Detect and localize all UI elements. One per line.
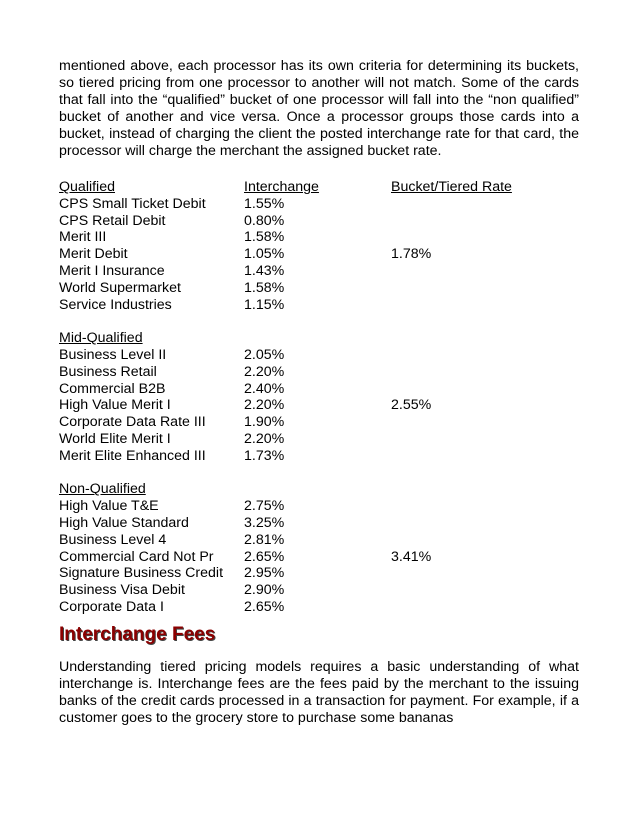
- interchange-rate: 2.05%: [244, 346, 285, 363]
- table-row: [59, 263, 579, 280]
- card-name: World Elite Merit I: [59, 430, 171, 447]
- interchange-rate: 1.43%: [244, 262, 285, 279]
- table-row: [59, 532, 579, 549]
- table-row: [59, 414, 579, 431]
- table-row: [59, 364, 579, 381]
- interchange-rate: 2.65%: [244, 548, 285, 565]
- card-name: High Value T&E: [59, 498, 159, 515]
- table-row: [59, 599, 579, 616]
- group-title: Qualified: [59, 179, 115, 195]
- bucket-rate: [391, 599, 579, 616]
- card-name: Merit Debit: [59, 246, 128, 263]
- table-row: [59, 229, 579, 246]
- interchange-rate: 1.73%: [244, 447, 285, 464]
- card-name: CPS Retail Debit: [59, 212, 166, 229]
- table-row: [59, 397, 579, 414]
- bucket-rate: [391, 347, 579, 364]
- card-name: Commercial B2B: [59, 380, 166, 397]
- interchange-rate: 2.20%: [244, 430, 285, 447]
- section-heading: Interchange Fees: [59, 623, 216, 645]
- interchange-rate: 3.25%: [244, 514, 285, 531]
- interchange-rate: 1.58%: [244, 229, 285, 246]
- table-group-non-qualified: [59, 481, 579, 615]
- table-row: [59, 448, 579, 465]
- card-name: Merit III: [59, 229, 107, 246]
- card-name: Business Retail: [59, 363, 157, 380]
- bucket-rate: [391, 196, 579, 213]
- table-row: [59, 565, 579, 582]
- table-row: [59, 498, 579, 515]
- card-name: Merit Elite Enhanced III: [59, 447, 206, 464]
- rate-table: [59, 179, 579, 616]
- bucket-rate: 2.55%: [391, 397, 432, 414]
- bucket-rate: [391, 498, 579, 515]
- bucket-rate: [391, 229, 579, 246]
- bucket-rate: [391, 213, 579, 230]
- table-row: [59, 297, 579, 314]
- group-title: Non-Qualified: [59, 481, 146, 498]
- bucket-rate: [391, 515, 579, 532]
- bucket-rate: [391, 431, 579, 448]
- interchange-rate: 2.90%: [244, 582, 285, 599]
- interchange-rate: 2.81%: [244, 531, 285, 548]
- interchange-rate: 1.15%: [244, 296, 285, 313]
- table-row: [59, 381, 579, 398]
- card-name: Corporate Data I: [59, 598, 164, 615]
- bucket-rate: [391, 364, 579, 381]
- table-header-row: [59, 179, 579, 196]
- bucket-rate: [391, 582, 579, 599]
- interchange-rate: 0.80%: [244, 212, 285, 229]
- bucket-rate: [391, 532, 579, 549]
- card-name: Merit I Insurance: [59, 262, 165, 279]
- bucket-rate: [391, 263, 579, 280]
- card-name: Business Visa Debit: [59, 582, 185, 599]
- bucket-rate: [391, 565, 579, 582]
- bucket-rate: 1.78%: [391, 246, 432, 263]
- table-row: [59, 582, 579, 599]
- bucket-rate: [391, 297, 579, 314]
- interchange-rate: 1.58%: [244, 279, 285, 296]
- table-row: [59, 549, 579, 566]
- bucket-rate: [391, 381, 579, 398]
- table-row: [59, 280, 579, 297]
- table-row: [59, 246, 579, 263]
- table-group-mid-qualified: [59, 330, 579, 464]
- interchange-rate: 2.20%: [244, 397, 285, 414]
- card-name: Business Level II: [59, 346, 167, 363]
- bucket-rate: [391, 448, 579, 465]
- bucket-rate: [391, 280, 579, 297]
- card-name: World Supermarket: [59, 279, 181, 296]
- interchange-rate: 2.65%: [244, 598, 285, 615]
- intro-paragraph: mentioned above, each processor has its own criteria for determining its buckets, so tiered pricing from one processor to another will not match. Some of the cards that fall into the “qualified” bucket of one processor will fall into the “non qualified” bucket of another and vice versa. Once a processor groups those cards into a bucket, instead of charging the client the posted interchange rate for that card, the processor will charge the merchant the assigned bucket rate.: [59, 58, 579, 159]
- card-name: CPS Small Ticket Debit: [59, 195, 206, 212]
- interchange-rate: 1.55%: [244, 195, 285, 212]
- table-row: [59, 431, 579, 448]
- column-header-bucket: Bucket/Tiered Rate: [391, 179, 512, 195]
- table-row: [59, 515, 579, 532]
- card-name: Corporate Data Rate III: [59, 414, 206, 431]
- card-name: Business Level 4: [59, 531, 167, 548]
- document-page: [59, 58, 579, 727]
- bucket-rate: [391, 414, 579, 431]
- table-row: [59, 347, 579, 364]
- interchange-rate: 1.90%: [244, 414, 285, 431]
- card-name: High Value Merit I: [59, 397, 171, 414]
- body-paragraph: Understanding tiered pricing models requires a basic understanding of what interchange is. Interchange fees are the fees paid by the merchant to the issuing banks of the credit cards processed in a transaction for payment. For example, if a customer goes to the grocery store to purchase some bananas: [59, 658, 579, 726]
- interchange-rate: 2.20%: [244, 363, 285, 380]
- bucket-rate: 3.41%: [391, 548, 432, 565]
- column-header-interchange: Interchange: [244, 179, 319, 195]
- interchange-rate: 2.75%: [244, 498, 285, 515]
- card-name: Signature Business Credit: [59, 565, 224, 582]
- card-name: Service Industries: [59, 296, 172, 313]
- group-title-row: [59, 481, 579, 498]
- interchange-rate: 1.05%: [244, 246, 285, 263]
- table-row: [59, 213, 579, 230]
- card-name: High Value Standard: [59, 514, 189, 531]
- card-name: Commercial Card Not Pr: [59, 548, 214, 565]
- table-row: [59, 196, 579, 213]
- interchange-rate: 2.95%: [244, 565, 285, 582]
- group-title-row: [59, 330, 579, 347]
- group-title: Mid-Qualified: [59, 330, 143, 347]
- interchange-rate: 2.40%: [244, 380, 285, 397]
- table-group-qualified: [59, 179, 579, 313]
